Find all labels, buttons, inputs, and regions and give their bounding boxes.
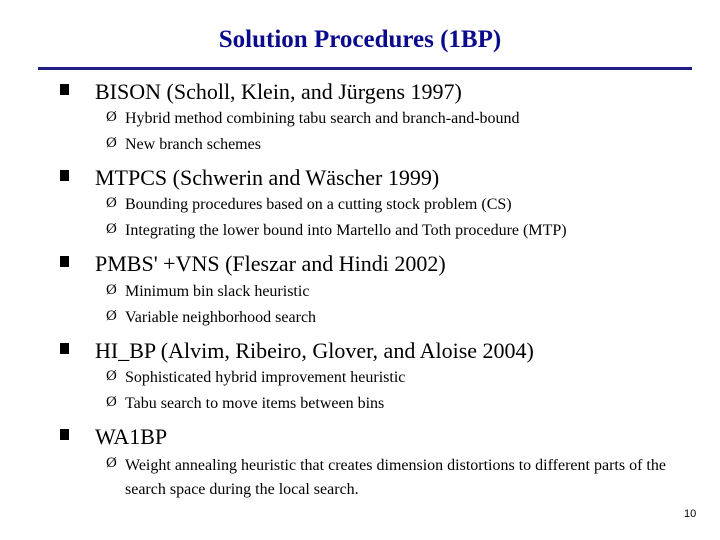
arrowhead-bullet-icon: Ø (106, 109, 117, 125)
sub-bullet-label: Tabu search to move items between bins (125, 395, 385, 412)
arrowhead-bullet-icon: Ø (106, 135, 117, 151)
slide-title: Solution Procedures (1BP) (218, 26, 502, 53)
sub-bullet-label: New branch schemes (125, 136, 261, 153)
arrowhead-bullet-icon: Ø (106, 195, 117, 211)
sub-bullet-label: Integrating the lower bound into Martello and Toth procedure (MTP) (125, 222, 567, 239)
arrowhead-bullet-icon: Ø (106, 394, 117, 410)
title-divider (38, 67, 692, 70)
sub-bullet-label: Hybrid method combining tabu search and branch-and-bound (125, 110, 520, 127)
arrowhead-bullet-icon: Ø (106, 455, 117, 471)
square-bullet-icon (60, 84, 69, 95)
sub-bullet-label: Variable neighborhood search (125, 309, 317, 326)
bullet-item-label: WA1BP (95, 424, 168, 449)
sub-bullet-label: Minimum bin slack heuristic (125, 283, 310, 300)
sub-bullet-label: Bounding procedures based on a cutting stock problem (CS) (125, 196, 512, 213)
sub-bullet-label: Sophisticated hybrid improvement heuristic (125, 369, 406, 386)
page-number: 10 (684, 508, 697, 520)
sub-bullet-label: Weight annealing heuristic that creates dimension distortions to different parts of the search space during the local search. (125, 457, 666, 498)
bullet-item-label: PMBS' +VNS (Fleszar and Hindi 2002) (95, 251, 446, 276)
arrowhead-bullet-icon: Ø (106, 308, 117, 324)
square-bullet-icon (60, 170, 69, 181)
arrowhead-bullet-icon: Ø (106, 221, 117, 237)
arrowhead-bullet-icon: Ø (106, 368, 117, 384)
square-bullet-icon (60, 343, 69, 354)
square-bullet-icon (60, 256, 69, 267)
bullet-item-label: HI_BP (Alvim, Ribeiro, Glover, and Aloise 2004) (95, 338, 534, 363)
square-bullet-icon (60, 429, 69, 440)
arrowhead-bullet-icon: Ø (106, 282, 117, 298)
bullet-item-label: BISON (Scholl, Klein, and Jürgens 1997) (95, 79, 462, 104)
bullet-item-label: MTPCS (Schwerin and Wäscher 1999) (95, 165, 440, 190)
